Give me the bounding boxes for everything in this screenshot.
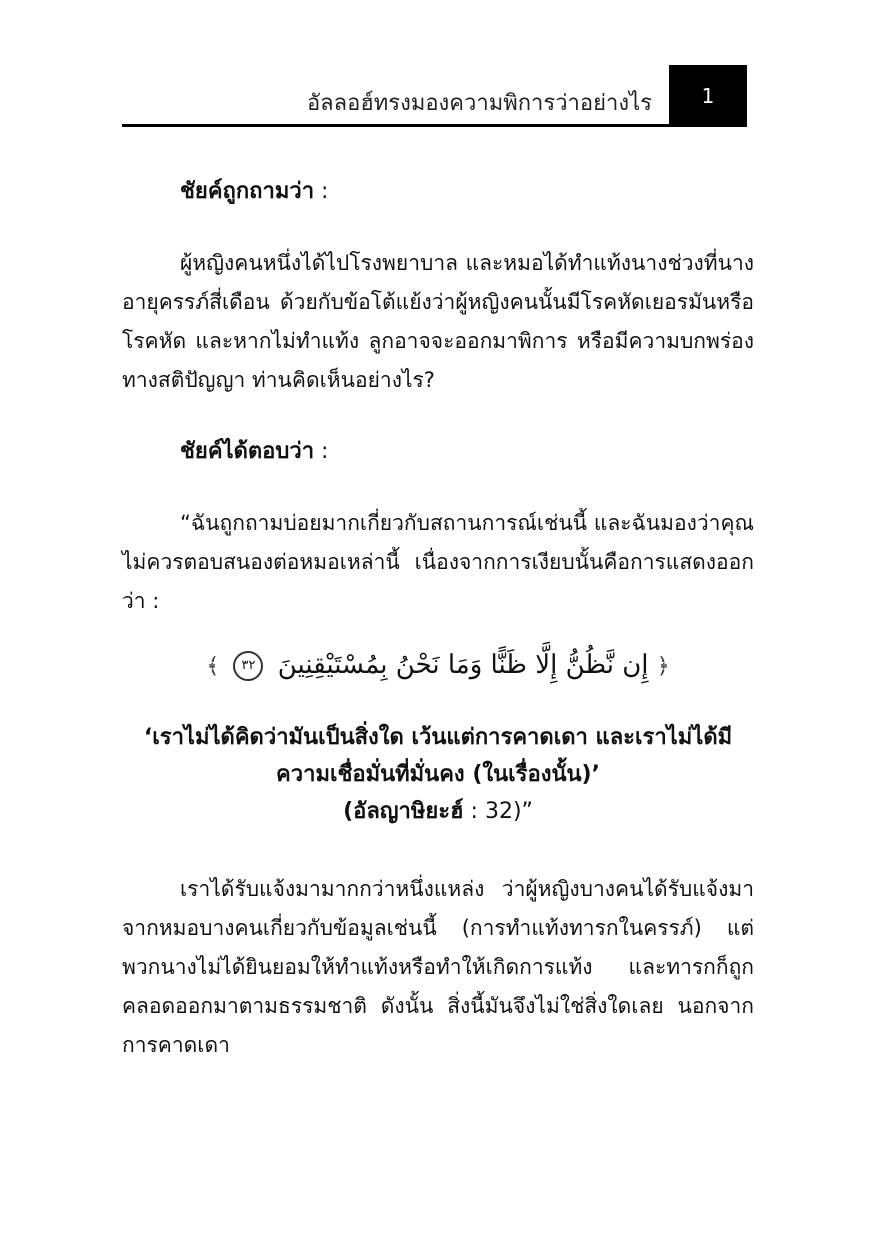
ayah-number-medallion: ٣٢ [233,651,263,681]
page-body [122,170,754,1065]
answer-intro-paragraph: “ฉันถูกถามบ่อยมากเกี่ยวกับสถานการณ์เช่นนี้ และฉันมองว่าคุณไม่ควรตอบสนองต่อหมอเหล่านี้ เนื่องจากการเงียบนั้นคือการแสดงออกว่า : [122,511,754,613]
answer-heading-suffix: : [314,439,329,464]
answer-heading [180,430,754,474]
ornament-close: ﴾ [206,654,220,679]
arabic-text: إِن نَّظُنُّ إِلَّا ظَنًّا وَمَا نَحْنُ بِمُسْتَيْقِنِينَ [277,650,649,680]
page-header [122,65,747,127]
translation-line-2: ความเชื่อมั่นที่มั่นคง (ในเรื่องนั้น)’ [276,762,600,787]
question-paragraph: ผู้หญิงคนหนึ่งได้ไปโรงพยาบาล และหมอได้ทำแท้งนางช่วงที่นางอายุครรภ์สี่เดือน ด้วยกับข้อโต้แย้งว่าผู้หญิงคนนั้นมีโรคหัดเยอรมันหรือโรคหัด และหากไม่ทำแท้ง ลูกอาจจะออกมาพิการ หรือมีความบกพร่องทางสติปัญญา ท่านคิดเห็นอย่างไร? [122,251,754,392]
citation-surah: (อัลญาษิยะฮ์ [343,799,464,824]
quran-verse [122,635,754,697]
translation-line-1: ‘เราไม่ได้คิดว่ามันเป็นสิ่งใด เว้นแต่การคาดเดา และเราไม่ได้มี [143,725,733,750]
question-heading [180,170,754,214]
ornament-open: ﴿ [656,654,670,679]
page-number: 1 [669,65,747,127]
header-rule [122,124,747,127]
conclusion-paragraph: เราได้รับแจ้งมามากกว่าหนึ่งแหล่ง ว่าผู้หญิงบางคนได้รับแจ้งมาจากหมอบางคนเกี่ยวกับข้อมูลเช่นนี้ (การทำแท้งทารกในครรภ์) แต่พวกนางไม่ได้ยินยอมให้ทำแท้งหรือทำให้เกิดการแท้ง และทารกก็ถูกคลอดออกมาตามธรรมชาติ ดังนั้น สิ่งนี้มันจึงไม่ใช่สิ่งใดเลย นอกจากการคาดเดา [122,877,754,1057]
question-heading-suffix: : [314,179,329,204]
answer-heading-bold: ชัยค์ได้ตอบว่า [180,439,315,464]
citation-rest: : 32)” [463,799,533,824]
question-heading-bold: ชัยค์ถูกถามว่า [180,179,315,204]
verse-citation [122,793,754,830]
running-title: อัลลอฮ์ทรงมองความพิการว่าอย่างไร [306,91,652,116]
